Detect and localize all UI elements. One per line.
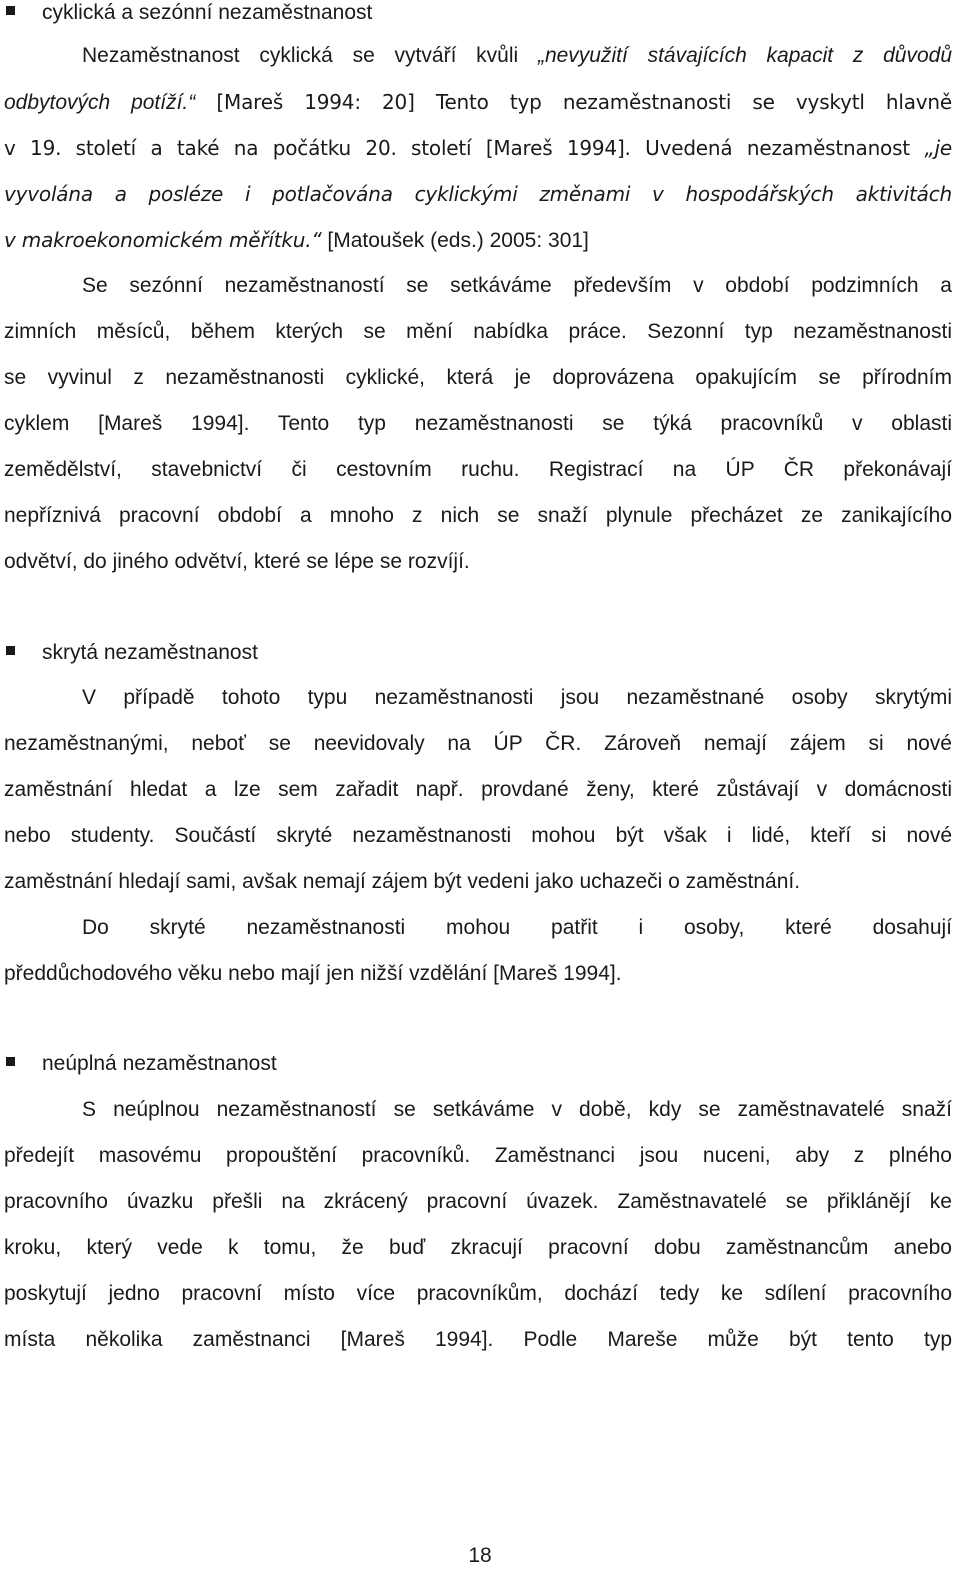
page-number: 18 [468, 1544, 492, 1567]
text-segment: v makroekonomickém měřítku.“ [4, 228, 322, 252]
square-bullet-icon [6, 1057, 15, 1066]
text-segment: Nezaměstnanost cyklická se vytváří kvůli [82, 44, 538, 67]
text-segment: v 19. století a také na počátku 20. století [Mareš 1994]. Uvedená nezaměstnanost [4, 136, 925, 160]
text-segment: zemědělství, stavebnictví či cestovním ruchu. Registrací na ÚP ČR překonávají [4, 458, 952, 481]
text-segment: předejít masovému propouštění pracovníků. Zaměstnanci jsou nuceni, aby z plného [4, 1144, 952, 1167]
text-segment: nebo studenty. Součástí skryté nezaměstnanosti mohou být však i lidé, kteří si nové [4, 824, 952, 847]
paragraph-line [4, 1326, 952, 1354]
paragraph-line [82, 914, 952, 942]
paragraph-line [4, 364, 952, 392]
paragraph-line [4, 180, 952, 208]
paragraph-line [4, 1234, 952, 1262]
text-segment: [Matoušek (eds.) 2005: 301] [321, 229, 589, 252]
paragraph-line [4, 226, 952, 254]
paragraph-line [4, 548, 952, 576]
text-segment: zaměstnání hledat a lze sem zařadit např. provdané ženy, které zůstávají v domácnosti [4, 778, 952, 801]
square-bullet-icon [6, 646, 15, 655]
text-segment: pracovního úvazku přešli na zkrácený pracovní úvazek. Zaměstnavatelé se přiklánějí ke [4, 1190, 952, 1213]
text-segment: se vyvinul z nezaměstnanosti cyklické, která je doprovázena opakujícím se přírodním [4, 366, 952, 389]
text-segment: S neúplnou nezaměstnaností se setkáváme v době, kdy se zaměstnavatelé snaží [82, 1098, 952, 1121]
text-segment: Do skryté nezaměstnanosti mohou patřit i osoby, které dosahují [82, 916, 952, 939]
paragraph-line [4, 502, 952, 530]
paragraph-line [82, 1096, 952, 1124]
text-segment: místa několika zaměstnanci [Mareš 1994]. Podle Mareše může být tento typ [4, 1328, 952, 1351]
paragraph-line [4, 1280, 952, 1308]
paragraph-line [82, 684, 952, 712]
text-segment: nezaměstnanými, neboť se neevidovaly na ÚP ČR. Zároveň nemají zájem si nové [4, 732, 952, 755]
section-heading-text: cyklická a sezónní nezaměstnanost [42, 1, 373, 24]
text-segment: kroku, který vede k tomu, že buď zkracují pracovní dobu zaměstnancům anebo [4, 1236, 952, 1259]
section-heading-text: skrytá nezaměstnanost [42, 641, 258, 664]
paragraph-line [82, 272, 952, 300]
section-heading-text: neúplná nezaměstnanost [42, 1052, 277, 1075]
text-segment: odbytových potíží.“ [4, 91, 196, 114]
text-segment: poskytují jedno pracovní místo více pracovníkům, dochází tedy ke sdílení pracovního [4, 1282, 952, 1305]
text-segment: cyklem [Mareš 1994]. Tento typ nezaměstnanosti se týká pracovníků v oblasti [4, 412, 952, 435]
paragraph-line [4, 776, 952, 804]
text-segment: předdůchodového věku nebo mají jen nižší vzdělání [Mareš 1994]. [4, 962, 622, 985]
paragraph-line [82, 42, 952, 70]
text-segment: odvětví, do jiného odvětví, které se lépe se rozvíjí. [4, 550, 470, 573]
text-segment: zaměstnání hledají sami, avšak nemají zájem být vedeni jako uchazeči o zaměstnání. [4, 870, 801, 893]
paragraph-line [4, 822, 952, 850]
paragraph-line [4, 456, 952, 484]
text-segment: nepříznivá pracovní období a mnoho z nich se snaží plynule přecházet ze zanikajícího [4, 504, 952, 527]
text-segment: vyvolána a posléze i potlačována cyklickými změnami v hospodářských aktivitách [4, 182, 952, 206]
square-bullet-icon [6, 6, 15, 15]
text-segment: [Mareš 1994: 20] Tento typ nezaměstnanosti se vyskytl hlavně [195, 90, 952, 114]
paragraph-line [4, 868, 952, 896]
text-segment: „nevyužití stávajících kapacit z důvodů [537, 44, 953, 67]
paragraph-line [4, 1142, 952, 1170]
paragraph-line [4, 1188, 952, 1216]
paragraph-line [4, 960, 952, 988]
paragraph-line [4, 730, 952, 758]
paragraph-line [4, 410, 952, 438]
text-segment: Se sezónní nezaměstnaností se setkáváme především v období podzimních a [82, 274, 952, 297]
paragraph-line [4, 88, 952, 116]
text-segment: „je [924, 136, 952, 160]
paragraph-line [4, 318, 952, 346]
paragraph-line [4, 134, 952, 162]
text-segment: V případě tohoto typu nezaměstnanosti jsou nezaměstnané osoby skrytými [82, 686, 952, 709]
text-segment: zimních měsíců, během kterých se mění nabídka práce. Sezonní typ nezaměstnanosti [4, 320, 952, 343]
